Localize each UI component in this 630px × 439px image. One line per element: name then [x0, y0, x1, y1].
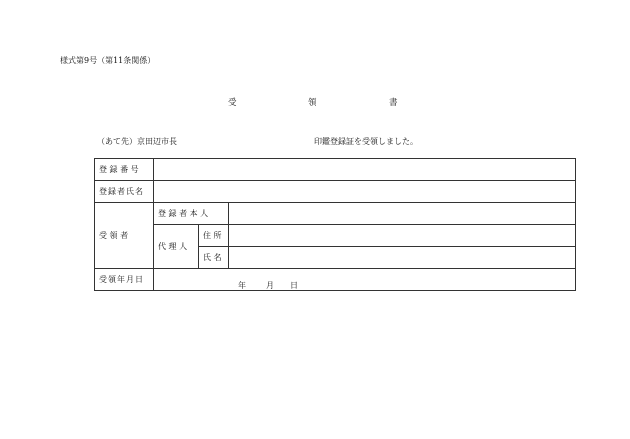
title-char-2: 領	[308, 98, 317, 108]
table-row	[95, 203, 576, 225]
table-row	[95, 225, 576, 247]
registrant-self-label: 登 録 者 本 人	[154, 203, 229, 225]
title-char-3: 書	[389, 98, 398, 108]
addressee: （あて先）京田辺市長	[97, 137, 177, 146]
date-day-label: 日	[290, 280, 298, 290]
table-row	[95, 181, 576, 203]
receipt-statement: 印鑑登録証を受領しました。	[314, 137, 418, 146]
name-label: 氏 名	[199, 247, 229, 269]
address-label: 住 所	[199, 225, 229, 247]
receipt-form-table	[94, 158, 576, 291]
receipt-date-label: 受領年月日	[95, 269, 154, 291]
form-number: 様式第9号（第11条関係）	[60, 56, 156, 65]
title-char-1: 受	[228, 98, 237, 108]
reg-number-label: 登 録 番 号	[95, 159, 154, 181]
table-row	[95, 159, 576, 181]
registrant-self-field[interactable]	[229, 203, 576, 225]
receiver-label: 受 領 者	[95, 203, 154, 269]
reg-number-field[interactable]	[154, 159, 576, 181]
date-year-label: 年	[238, 280, 246, 290]
registrant-name-label: 登録者氏名	[95, 181, 154, 203]
receipt-date-field[interactable]	[154, 269, 576, 291]
agent-label: 代 理 人	[154, 225, 199, 269]
agent-address-field[interactable]	[229, 225, 576, 247]
agent-name-field[interactable]	[229, 247, 576, 269]
date-month-label: 月	[266, 280, 274, 290]
table-row	[95, 269, 576, 291]
registrant-name-field[interactable]	[154, 181, 576, 203]
